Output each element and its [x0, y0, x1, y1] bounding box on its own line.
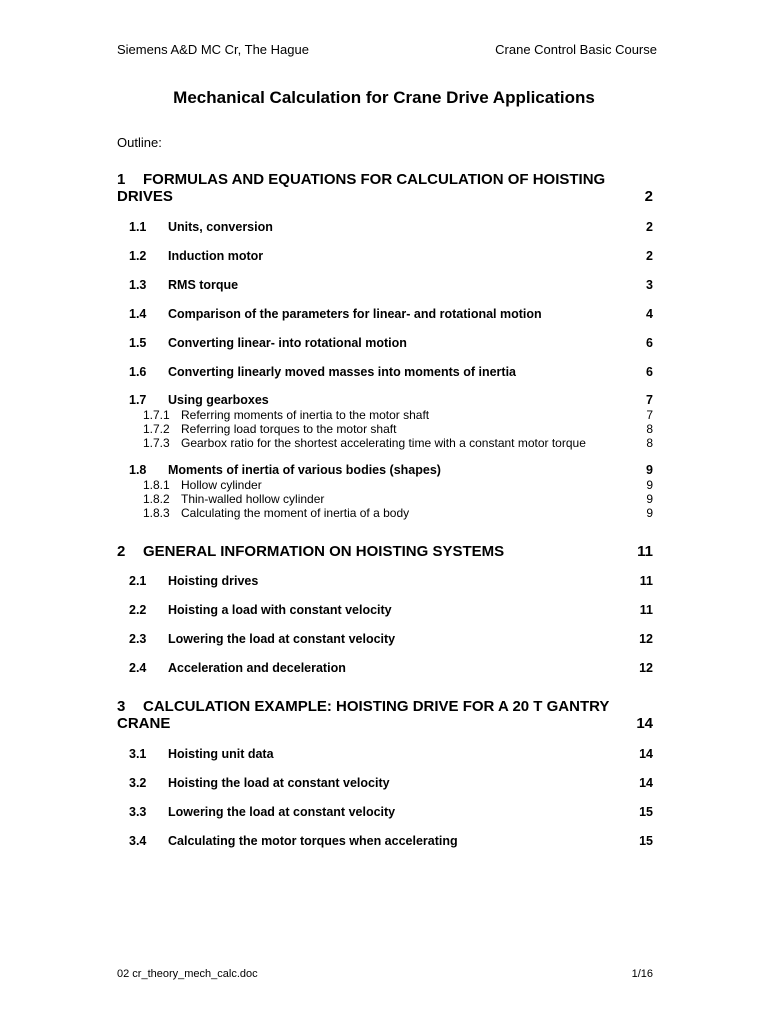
toc-page-number: 12 — [639, 632, 653, 646]
toc-item-number: 1.8 — [129, 463, 147, 477]
toc-item-number: 2.3 — [129, 632, 147, 646]
toc-subitem-number: 1.7.1 — [143, 408, 170, 422]
toc-page-number: 14 — [639, 747, 653, 761]
toc-section-title: CALCULATION EXAMPLE: HOISTING DRIVE FOR A 20 T GANTRY — [143, 698, 610, 715]
toc-subitem-label: Calculating the moment of inertia of a body — [181, 506, 410, 520]
toc-item-number: 1.7 — [129, 393, 147, 407]
toc-item-number: 3.3 — [129, 805, 147, 819]
page-title: Mechanical Calculation for Crane Drive Applications — [173, 88, 595, 107]
toc-item-label: Units, conversion — [168, 220, 273, 234]
toc-page-number: 12 — [639, 661, 653, 675]
toc-item-label: Using gearboxes — [168, 393, 269, 407]
toc-section-3[interactable] — [117, 698, 653, 732]
toc-subitem-label: Hollow cylinder — [181, 478, 262, 492]
toc-subitem-number: 1.7.3 — [143, 436, 170, 450]
toc-subitem-number: 1.7.2 — [143, 422, 170, 436]
toc-subitem-number: 1.8.3 — [143, 506, 170, 520]
toc-page-number: 6 — [646, 336, 653, 350]
toc-item-number: 1.1 — [129, 220, 147, 234]
toc-item-label: Converting linearly moved masses into moments of inertia — [168, 365, 517, 379]
toc-item-label: Lowering the load at constant velocity — [168, 805, 396, 819]
toc-item-label: RMS torque — [168, 278, 239, 292]
toc-page-number: 14 — [639, 776, 653, 790]
toc-page-number: 7 — [646, 408, 653, 422]
toc-subitem-number: 1.8.1 — [143, 478, 170, 492]
toc-page-number: 2 — [644, 188, 653, 205]
toc-page-number: 4 — [646, 307, 653, 321]
toc-page-number: 9 — [646, 506, 653, 520]
toc-page-number: 11 — [637, 543, 653, 560]
toc-subitem-label: Referring moments of inertia to the motor shaft — [181, 408, 430, 422]
toc-page-number: 6 — [646, 365, 653, 379]
toc-page-number: 9 — [646, 478, 653, 492]
toc-section-2[interactable] — [117, 543, 653, 560]
toc-page-number: 15 — [639, 834, 653, 848]
toc-section-number: 2 — [117, 543, 126, 560]
toc-section-title-cont: CRANE — [117, 715, 171, 732]
toc-page-number: 11 — [639, 603, 653, 617]
toc-item-label: Lowering the load at constant velocity — [168, 632, 396, 646]
toc-page-number: 8 — [646, 422, 653, 436]
toc-page-number: 15 — [639, 805, 653, 819]
toc-page-number: 9 — [646, 463, 653, 477]
toc-section-number: 3 — [117, 698, 126, 715]
toc-item-label: Converting linear- into rotational motion — [168, 336, 407, 350]
toc-page-number: 2 — [646, 220, 653, 234]
footer-page-count: 1/16 — [631, 968, 653, 980]
toc-item-label: Induction motor — [168, 249, 264, 263]
toc-section-1[interactable] — [117, 171, 653, 205]
toc-item-number: 3.1 — [129, 747, 147, 761]
toc-item-label: Hoisting drives — [168, 574, 259, 588]
toc-item-label: Comparison of the parameters for linear- and rotational motion — [168, 307, 542, 321]
toc-page-number: 9 — [646, 492, 653, 506]
toc-item-label: Acceleration and deceleration — [168, 661, 346, 675]
toc-item-label: Calculating the motor torques when accelerating — [168, 834, 458, 848]
toc-page-number: 11 — [639, 574, 653, 588]
toc-item-label: Hoisting the load at constant velocity — [168, 776, 390, 790]
toc-subitem-label: Gearbox ratio for the shortest accelerating time with a constant motor torque — [181, 436, 586, 450]
footer-filename: 02 cr_theory_mech_calc.doc — [117, 968, 258, 980]
toc-item-number: 1.3 — [129, 278, 147, 292]
toc-item-number: 1.5 — [129, 336, 147, 350]
toc-section-number: 1 — [117, 171, 126, 188]
toc-section-title: GENERAL INFORMATION ON HOISTING SYSTEMS — [143, 543, 505, 560]
toc-item-label: Hoisting a load with constant velocity — [168, 603, 392, 617]
toc-item-number: 1.2 — [129, 249, 147, 263]
toc-item-label: Moments of inertia of various bodies (shapes) — [168, 463, 441, 477]
toc-page-number: 14 — [636, 715, 653, 732]
header-left: Siemens A&D MC Cr, The Hague — [117, 42, 309, 57]
toc-page-number: 2 — [646, 249, 653, 263]
toc-item-number: 2.2 — [129, 603, 147, 617]
toc-item-label: Hoisting unit data — [168, 747, 274, 761]
outline-label: Outline: — [117, 135, 162, 150]
toc-item-number: 2.1 — [129, 574, 147, 588]
toc-item-number: 1.6 — [129, 365, 147, 379]
toc-section-title: FORMULAS AND EQUATIONS FOR CALCULATION OF HOISTING — [143, 171, 606, 188]
toc-page-number: 7 — [646, 393, 653, 407]
toc-page-number: 8 — [646, 436, 653, 450]
toc-page-number: 3 — [646, 278, 653, 292]
toc-item-number: 2.4 — [129, 661, 147, 675]
toc-item-number: 3.2 — [129, 776, 147, 790]
toc-item-number: 3.4 — [129, 834, 147, 848]
toc-section-title-cont: DRIVES — [117, 188, 173, 205]
header-right: Crane Control Basic Course — [495, 42, 657, 57]
toc-item-number: 1.4 — [129, 307, 147, 321]
toc-subitem-label: Thin-walled hollow cylinder — [181, 492, 325, 506]
toc-subitem-number: 1.8.2 — [143, 492, 170, 506]
toc-subitem-label: Referring load torques to the motor shaft — [181, 422, 397, 436]
